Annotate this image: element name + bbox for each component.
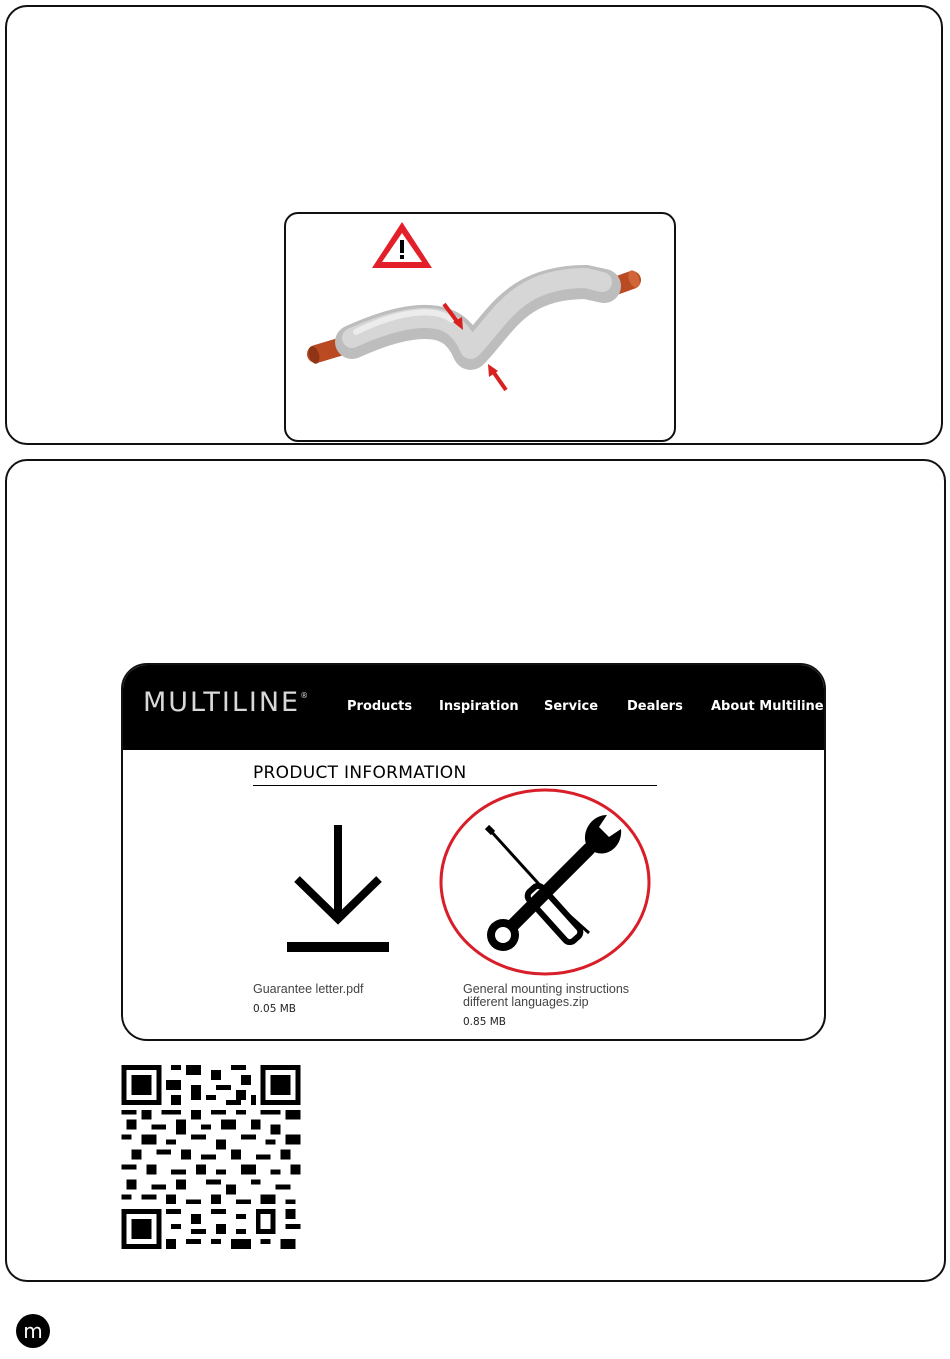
guarantee-letter-size: 0.05 MB xyxy=(253,1003,296,1015)
section-title: PRODUCT INFORMATION xyxy=(253,763,467,783)
mounting-instructions-link-line1[interactable]: General mounting instructions xyxy=(463,982,630,996)
nav-service[interactable]: Service xyxy=(544,699,599,714)
brand-mark-text: m xyxy=(23,1319,43,1343)
logo-text: MULTILINE xyxy=(143,687,301,718)
website-screenshot xyxy=(121,663,826,1041)
nav-inspiration[interactable]: Inspiration xyxy=(439,699,519,714)
mounting-instructions-size: 0.85 MB xyxy=(463,1016,506,1028)
brand-logo-icon xyxy=(15,1313,51,1349)
kinked-cable-illustration xyxy=(284,212,676,442)
tools-icon[interactable] xyxy=(439,787,651,977)
guarantee-letter-link[interactable]: Guarantee letter.pdf xyxy=(253,982,364,996)
section-divider xyxy=(253,785,657,786)
multiline-logo[interactable]: MULTILINE® xyxy=(143,687,311,718)
nav-about-multiline[interactable]: About Multiline xyxy=(711,699,824,714)
pinch-arrow-bottom xyxy=(488,364,506,390)
kinked-cable-image xyxy=(286,214,674,440)
mounting-instructions-link-line2[interactable]: different languages.zip xyxy=(463,995,589,1009)
qr-code-icon[interactable] xyxy=(121,1065,301,1249)
download-icon[interactable] xyxy=(285,823,391,955)
warning-triangle-icon xyxy=(372,222,432,268)
nav-dealers[interactable]: Dealers xyxy=(627,699,683,714)
site-header xyxy=(123,665,824,750)
nav-products[interactable]: Products xyxy=(347,699,413,714)
cable-kink-warning-panel xyxy=(5,5,943,445)
